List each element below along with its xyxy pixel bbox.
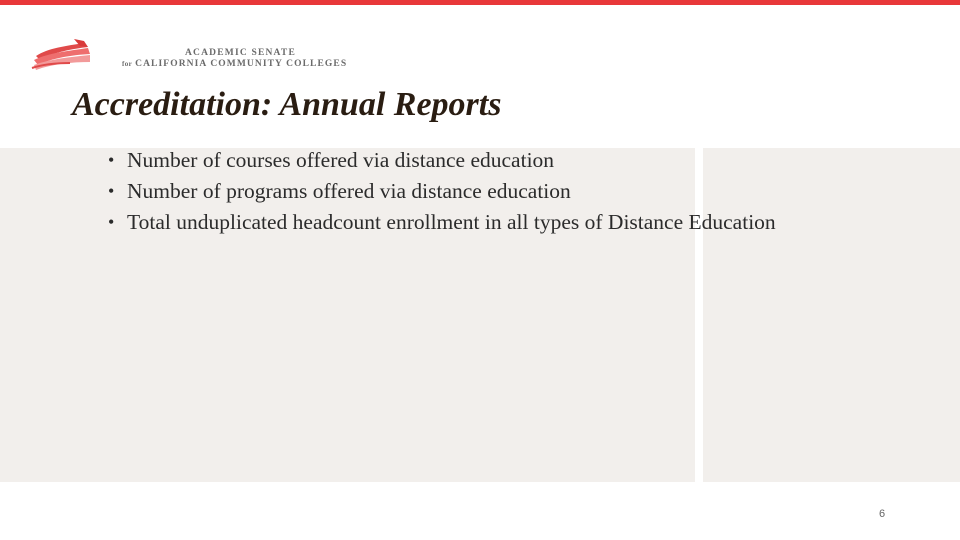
bullet-text: Number of courses offered via distance education [127, 148, 555, 172]
bullet-item [104, 178, 834, 204]
page-number: 6 [878, 508, 886, 520]
logo-text-colleges: CALIFORNIA COMMUNITY COLLEGES [135, 59, 348, 69]
bullet-dot: • [108, 150, 115, 170]
bullet-dot: • [108, 212, 115, 232]
bullet-text: Number of programs offered via distance education [127, 179, 571, 203]
top-accent-bar [0, 0, 960, 5]
book-hand-logo-icon [30, 38, 96, 72]
logo-text-line1: ACADEMIC SENATE [185, 48, 296, 58]
bullet-list [104, 147, 834, 240]
bullet-item [104, 147, 834, 173]
bullet-text: Total unduplicated headcount enrollment in all types of Distance Education [127, 210, 776, 234]
academic-senate-logo [30, 38, 380, 74]
bullet-item [104, 209, 834, 235]
logo-text-line2 [122, 59, 347, 69]
logo-text-for: for [122, 60, 133, 68]
slide-title: Accreditation: Annual Reports [72, 86, 502, 123]
bullet-dot: • [108, 181, 115, 201]
